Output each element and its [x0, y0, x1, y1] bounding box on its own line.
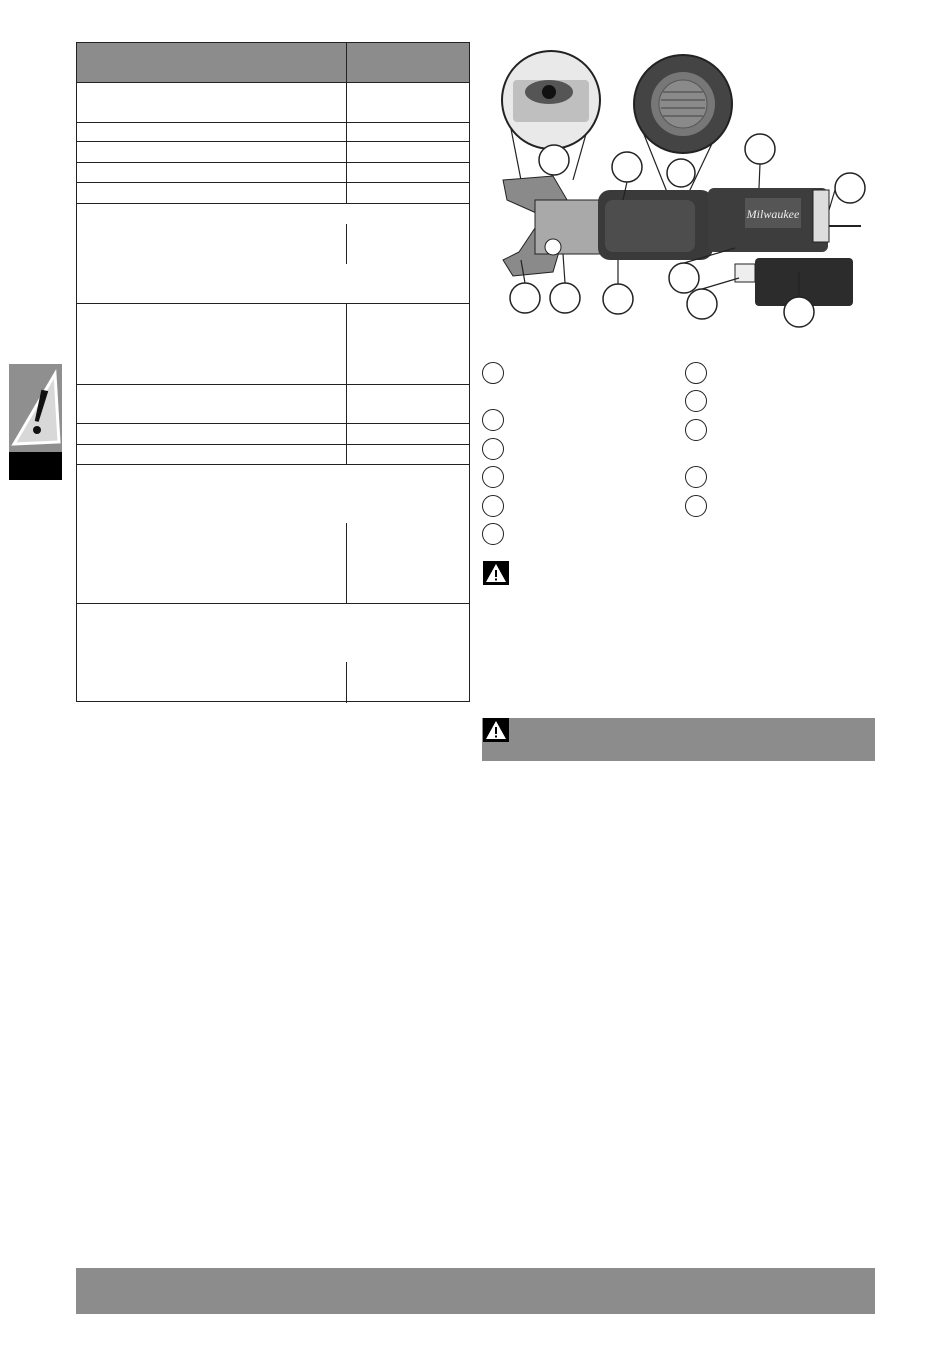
legend-marker	[482, 362, 504, 384]
table-column-divider	[346, 303, 347, 464]
side-tab-language-block	[9, 452, 62, 480]
legend-marker	[685, 466, 707, 488]
legend-marker	[482, 466, 504, 488]
warning-triangle-icon	[483, 561, 509, 585]
table-column-divider	[346, 662, 347, 703]
legend-marker	[482, 438, 504, 460]
table-header-divider	[346, 43, 347, 83]
legend-marker	[685, 390, 707, 412]
warning-banner	[482, 718, 875, 761]
table-column-divider	[346, 83, 347, 203]
table-row-divider	[77, 464, 469, 465]
legend-marker	[685, 362, 707, 384]
table-row-divider	[77, 182, 469, 183]
section-side-tab	[9, 364, 62, 480]
table-row-divider	[77, 444, 469, 445]
table-row-divider	[77, 162, 469, 163]
specification-table	[76, 42, 470, 702]
legend-marker	[685, 495, 707, 517]
table-row-divider	[77, 423, 469, 424]
table-row-divider	[77, 603, 469, 604]
hydraulic-cutter-tool-illustration	[483, 40, 875, 340]
table-row-divider	[77, 122, 469, 123]
svg-text:Milwaukee: Milwaukee	[746, 207, 800, 221]
warning-triangle-icon	[483, 718, 509, 742]
legend-marker	[685, 419, 707, 441]
legend-marker	[482, 495, 504, 517]
table-header	[77, 43, 469, 83]
legend-marker	[482, 523, 504, 545]
table-row-divider	[77, 303, 469, 304]
warning-exclamation-icon	[9, 364, 62, 452]
table-column-divider	[346, 224, 347, 264]
table-row-divider	[77, 384, 469, 385]
table-row-divider	[77, 203, 469, 204]
footer-band	[76, 1268, 875, 1314]
table-row-divider	[77, 141, 469, 142]
legend-marker	[482, 409, 504, 431]
table-column-divider	[346, 523, 347, 603]
side-tab-panel	[9, 364, 62, 452]
product-figure	[483, 40, 875, 340]
